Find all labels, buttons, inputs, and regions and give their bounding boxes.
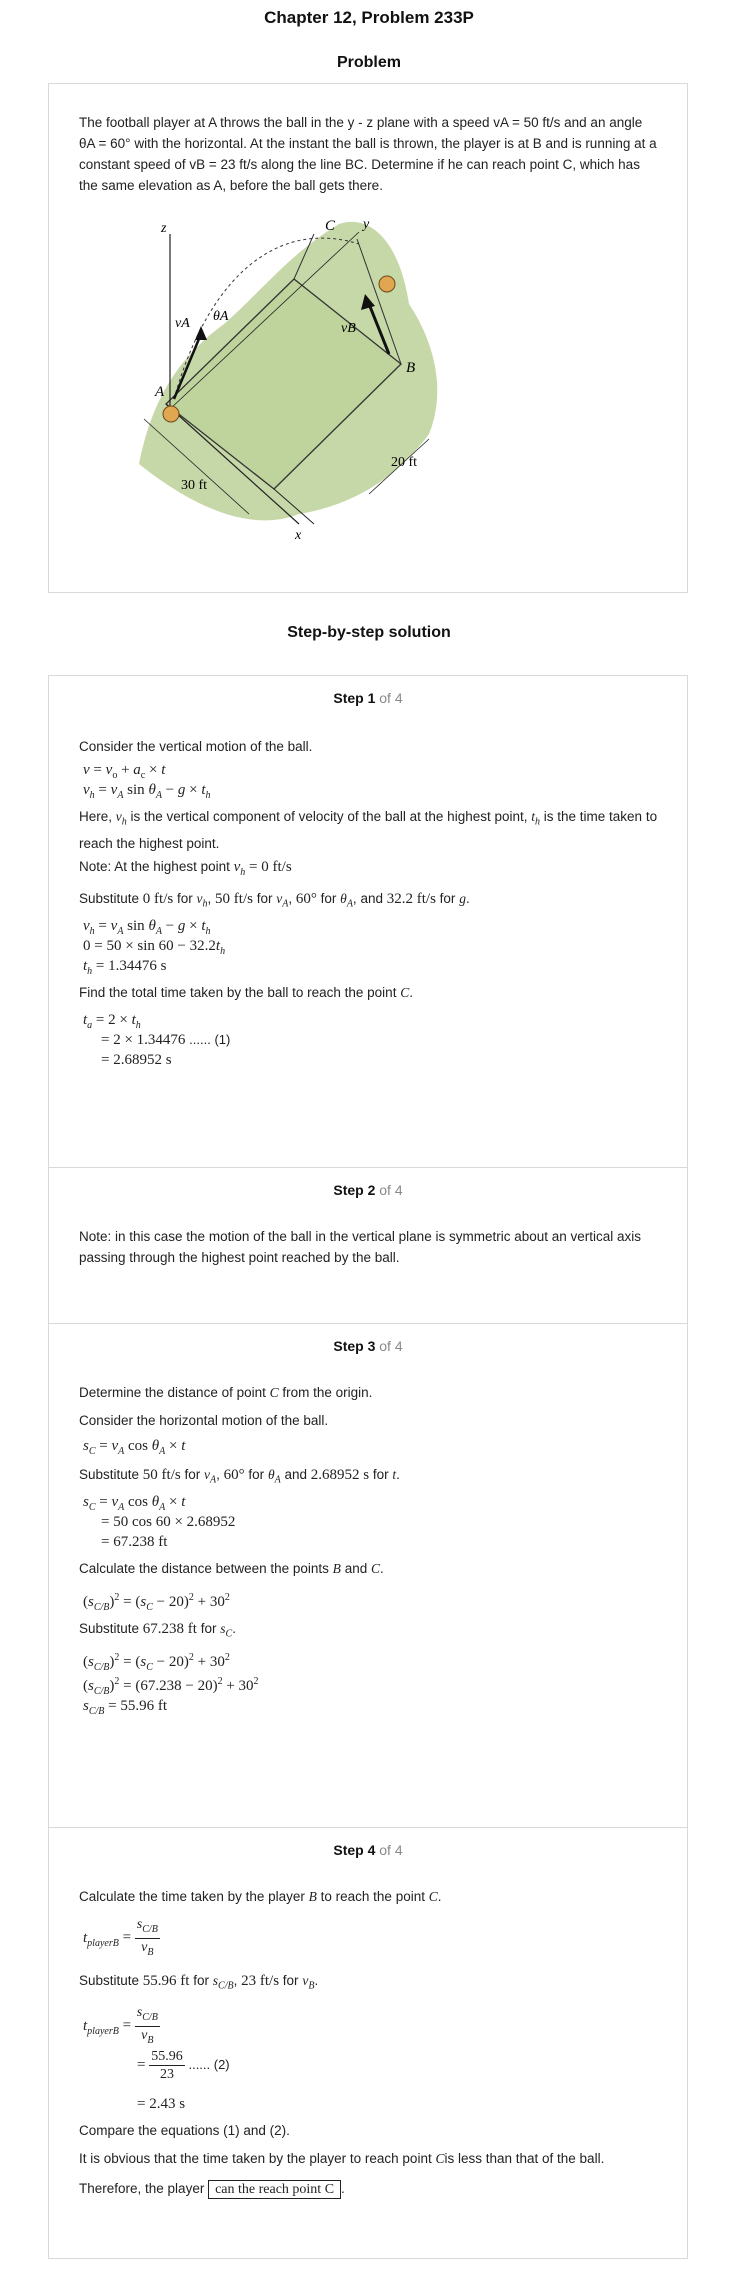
label-vB: vB	[341, 321, 356, 336]
step3-horizontal: Consider the horizontal motion of the ball.	[79, 1413, 329, 1428]
step2-text: Note: in this case the motion of the ball in the vertical plane is symmetric about an vertical axis passing through the highest point reached by the ball.	[79, 1229, 642, 1265]
eq-scb-3: $s_{C/B} = 55.96$ ft	[83, 1698, 168, 1717]
step1-find: Find the total time taken by the ball to reach the point C.	[79, 985, 413, 1000]
ref-2: ...... (2)	[188, 2056, 230, 2072]
step1-note: Note: At the highest point $v_h = 0$ ft/s	[79, 859, 292, 878]
eq-sc-1: $s_C = v_A$ $\cos \theta_A \times t$	[83, 1494, 186, 1513]
eq-sc-2: = 50 cos 60 × 2.68952	[101, 1514, 236, 1530]
step-3-header: Step 3 of 4	[333, 1338, 403, 1354]
eq-tplayer: $t_{playerB}$ = $\frac{s_{C/B}}{v_B}$	[83, 1917, 158, 1958]
label-B: B	[406, 360, 416, 376]
step-2-card	[48, 1167, 688, 1323]
step-1-card	[48, 675, 688, 1167]
player-B	[379, 276, 395, 292]
label-vA: vA	[175, 316, 190, 331]
eq-vh: $v_h = v_A$ $\sin \theta_A - g \times t_h$	[83, 782, 211, 801]
eq-sc-3: = 67.238 ft	[101, 1534, 168, 1550]
label-20ft: 20 ft	[391, 455, 418, 470]
eq-sub-1: $v_h = v_A$ $\sin \theta_A - g \times t_h$	[83, 918, 211, 937]
label-x: x	[295, 528, 302, 543]
eq-ta-2: = 2 × 1.34476 ...... (1)	[101, 1032, 231, 1048]
step1-substitute: Substitute 0 ft/s for $v_h$, 50 ft/s for $v_A$, 60° for $\theta_A$, and 32.2 ft/s for g.	[79, 891, 470, 910]
eq-scb-2: $(s_{C/B})^2 = (67.238 - 20)^2 + 30^2$	[83, 1676, 259, 1697]
solution-heading: Step-by-step solution	[287, 624, 451, 641]
problem-card	[48, 83, 688, 593]
label-C: C	[325, 218, 336, 234]
eq-sub-2: $0 = 50 \times \sin 60 - 32.2t_h$	[83, 938, 226, 957]
eq-tplayer-3: = 2.43 s	[137, 2096, 186, 2112]
step1-intro: Consider the vertical motion of the ball.	[79, 739, 313, 754]
step1-here: Here, $v_h$ is the vertical component of velocity of the ball at the highest point, $t_h$ is the time taken to reach the highest point.	[79, 809, 658, 851]
eq-ta-3: = 2.68952 s	[101, 1052, 172, 1068]
answer-box: can the reach point C	[208, 2180, 341, 2199]
eq-tplayer-2: = $\frac{55.96}{23}$ ...... (2)	[137, 2049, 230, 2082]
step-1-header: Step 1 of 4	[333, 690, 403, 706]
step4-conclusion: Therefore, the player can the reach point C .	[79, 2181, 345, 2197]
step4-compare: Compare the equations (1) and (2).	[79, 2123, 290, 2138]
eq-sub-3: $t_h = 1.34476$ s	[83, 958, 167, 977]
vA-arrowhead	[195, 326, 207, 340]
problem-figure	[129, 214, 459, 554]
ref-1: ...... (1)	[189, 1032, 231, 1047]
page-title: Chapter 12, Problem 233P	[264, 8, 474, 27]
step3-substitute: Substitute 50 ft/s for $v_A$, 60° for $\theta_A$ and 2.68952 s for t.	[79, 1467, 400, 1486]
eq-scb-1: $(s_{C/B})^2 = (s_C - 20)^2 + 30^2$	[83, 1652, 230, 1673]
eq-ta-1: $t_a = 2 \times t_h$	[83, 1012, 141, 1031]
step3-intro: Determine the distance of point C from the origin.	[79, 1385, 373, 1400]
step4-obvious: It is obvious that the time taken by the player to reach point Cis less than that of the ball.	[79, 2151, 605, 2166]
label-A: A	[155, 384, 165, 400]
eq-scb: $(s_{C/B})^2 = (s_C - 20)^2 + 30^2$	[83, 1592, 230, 1613]
eq-tplayer-1: $t_{playerB}$ = $\frac{s_{C/B}}{v_B}$	[83, 2005, 158, 2046]
label-z: z	[161, 221, 167, 236]
eq-sc: $s_C = v_A$ $\cos \theta_A \times t$	[83, 1438, 186, 1457]
step-4-card	[48, 1827, 688, 2259]
step-2-header: Step 2 of 4	[333, 1182, 403, 1198]
problem-text: The football player at A throws the ball in the y - z plane with a speed vA = 50 ft/s and an angle θA = 60° with the horizontal. At the instant the ball is thrown, the player is at B and is running at a constant speed of vB = 23 ft/s along the line BC. Determine if he can reach point C, which has the same elevation as A, before the ball gets there.	[79, 115, 657, 193]
step-4-header: Step 4 of 4	[333, 1842, 403, 1858]
label-y: y	[363, 217, 370, 232]
label-thetaA: θA	[213, 309, 229, 324]
problem-heading: Problem	[336, 54, 401, 71]
step3-calc: Calculate the distance between the points B and C.	[79, 1561, 384, 1576]
step3-substitute-2: Substitute 67.238 ft for $s_C$.	[79, 1621, 236, 1640]
label-30ft: 30 ft	[181, 478, 208, 493]
player-A	[163, 406, 179, 422]
eq-velocity: $v = v_o + a_c \times t$	[83, 762, 166, 781]
step-3-card	[48, 1323, 688, 1827]
step4-substitute: Substitute 55.96 ft for $s_{C/B}$, 23 ft/s for $v_B$.	[79, 1973, 319, 1992]
step4-intro: Calculate the time taken by the player B to reach the point C.	[79, 1889, 442, 1904]
